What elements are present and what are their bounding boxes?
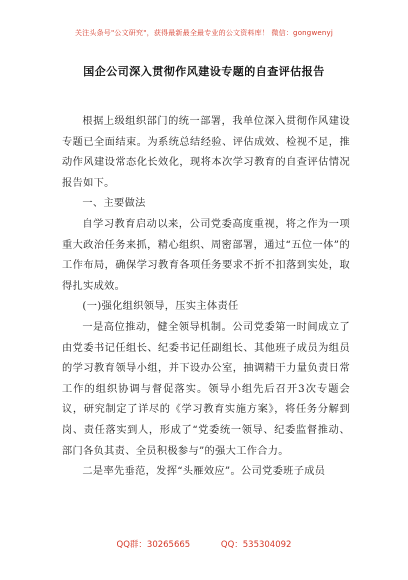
paragraph-overview: 自学习教育启动以来，公司党委高度重视，将之作为一项重大政治任务来抓，精心组织、周密部署，通过“五位一体”的工作布局，确保学习教育各项任务要求不折不扣落到实处，取得扎实成效。 <box>62 218 350 292</box>
footer-qq: QQ：535304092 <box>220 540 292 550</box>
document-title: 国企公司深入贯彻作风建设专题的自查评估报告 <box>83 65 325 78</box>
footer-qq-group: QQ群：30265665 <box>116 540 191 550</box>
document-body <box>62 112 350 483</box>
paragraph-point-two: 二是率先垂范，发挥“头雁效应”。公司党委班子成员 <box>82 466 326 478</box>
paragraph-point-one: 一是高位推动，健全领导机制。公司党委第一时间成立了由党委书记任组长、纪委书记任副组长、其他班子成员为组员的学习教育领导小组，并下设办公室，抽调精干力量负责日常工作的组织协调与督促落实。领导小组先后召开3次专题会议，研究制定了详尽的《学习教育实施方案》，将任务分解到岗、责任落实到人，形成了“党委统一领导、纪委监督推动、部门各负其责、全员积极参与”的强大工作合力。 <box>62 321 350 457</box>
section-heading-main-practices: 一、主要做法 <box>82 198 146 210</box>
footer-contact <box>0 538 408 550</box>
subsection-heading-leadership: (一)强化组织领导，压实主体责任 <box>82 301 239 313</box>
top-banner: 关注头条号"公文研究"，获得最新最全最专业的公文资料库！ 微信：gongwenyj <box>74 29 334 37</box>
paragraph-intro: 根据上级组织部门的统一部署，我单位深入贯彻作风建设专题已全面结束。为系统总结经验、评估成效、检视不足，推动作风建设常态化长效化，现将本次学习教育的自查评估情况报告如下。 <box>62 116 350 189</box>
